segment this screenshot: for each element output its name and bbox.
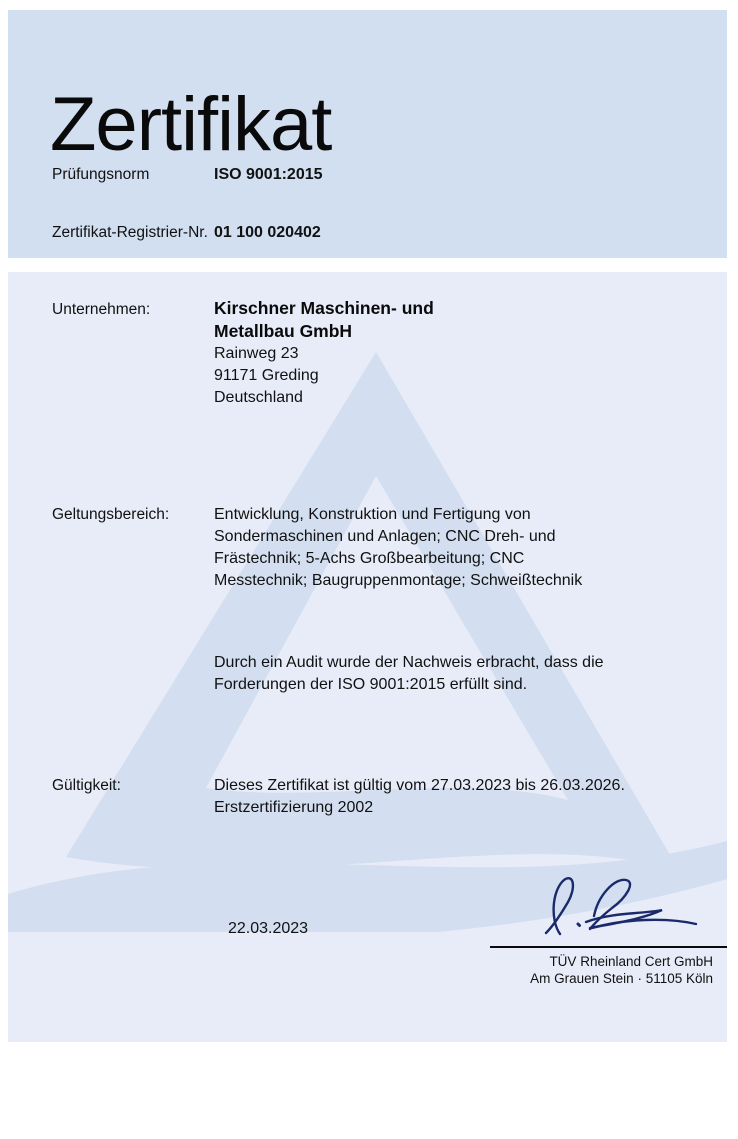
issuer-block [530,954,713,987]
company-block [214,297,434,409]
scope-line: Messtechnik; Baugruppenmontage; Schweißtechnik [214,572,583,589]
company-row [52,297,711,409]
header-panel [8,10,727,258]
validity-block [214,775,625,819]
field-row-standard [52,164,711,186]
scope-label: Geltungsbereich: [52,506,170,523]
scope-block [214,504,582,592]
company-name-line: Kirschner Maschinen- und [214,298,434,318]
validity-line: Dieses Zertifikat ist gültig vom 27.03.2023 bis 26.03.2026. [214,777,625,794]
issue-date: 22.03.2023 [228,920,309,937]
scope-line: Frästechnik; 5-Achs Großbearbeitung; CNC [214,550,525,567]
audit-statement [214,652,604,696]
issuer-address: Am Grauen Stein · 51105 Köln [530,970,713,986]
scope-line: Sondermaschinen und Anlagen; CNC Dreh- und [214,528,556,545]
footer [0,1042,738,1139]
validity-label: Gültigkeit: [52,777,121,794]
validity-row [52,775,711,819]
signature-line [490,946,727,948]
company-address-line: Rainweg 23 [214,345,299,362]
signature [528,872,713,944]
company-name-line: Metallbau GmbH [214,321,353,341]
certificate-title: Zertifikat [50,81,332,167]
field-row-register-number [52,222,711,244]
company-address-line: 91171 Greding [214,367,319,384]
scope-row [52,504,711,592]
tuv-triangle-watermark-icon [8,352,727,932]
register-number-value: 01 100 020402 [214,224,321,241]
issuer-name: TÜV Rheinland Cert GmbH [549,954,713,969]
audit-statement-line: Forderungen der ISO 9001:2015 erfüllt sind. [214,676,528,693]
standard-label: Prüfungsnorm [52,166,150,183]
register-number-label: Zertifikat-Registrier-Nr. [52,224,208,241]
company-address-line: Deutschland [214,389,303,406]
body-panel [8,272,727,1042]
scope-line: Entwicklung, Konstruktion und Fertigung von [214,506,531,523]
standard-value: ISO 9001:2015 [214,166,323,183]
audit-statement-line: Durch ein Audit wurde der Nachweis erbracht, dass die [214,654,604,671]
validity-line: Erstzertifizierung 2002 [214,799,374,816]
company-label: Unternehmen: [52,301,151,318]
